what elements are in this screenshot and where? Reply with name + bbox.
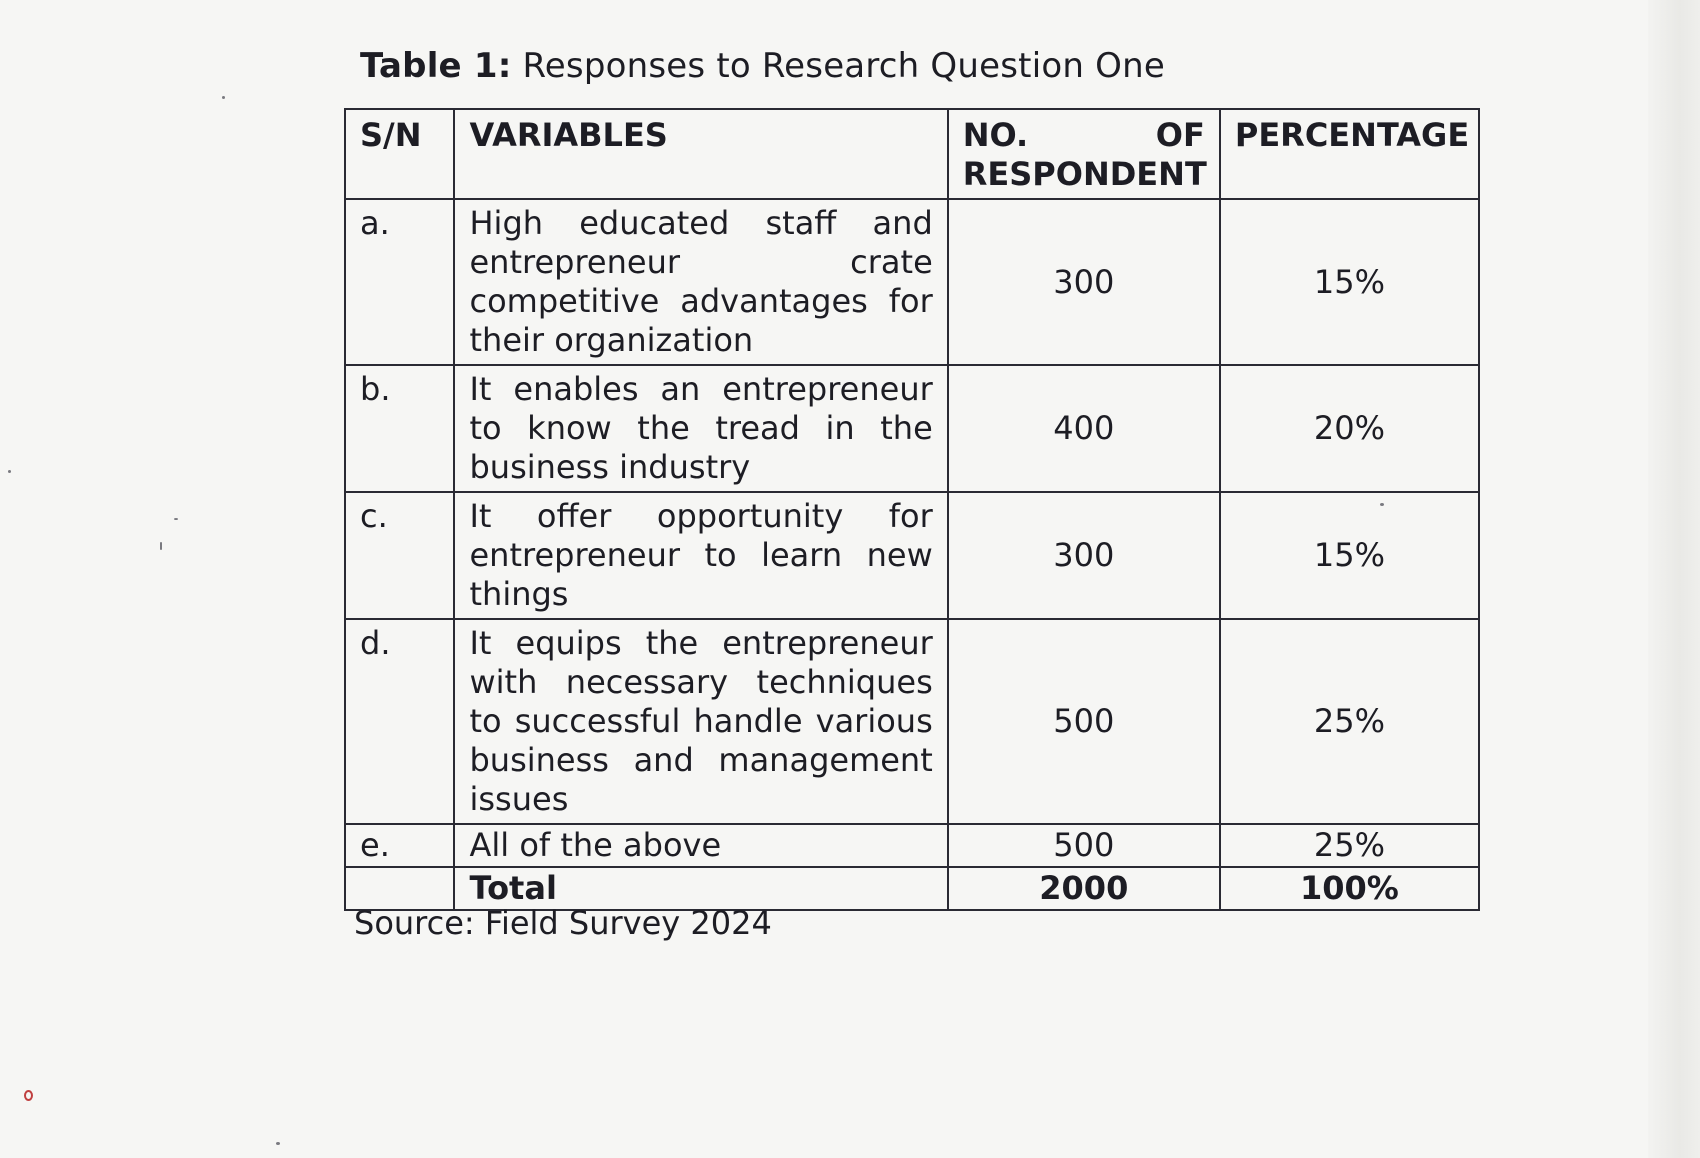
source-note: Source: Field Survey 2024: [354, 904, 772, 942]
row-sn: d.: [345, 619, 454, 824]
header-variables: VARIABLES: [454, 109, 947, 199]
scan-speck: [174, 518, 178, 520]
table-row: [345, 199, 1479, 365]
caption-label: Table 1:: [360, 46, 512, 86]
row-variable: It enables an entrepreneur to know the tread in the business industry: [454, 365, 947, 492]
row-variable: It offer opportunity for entrepreneur to learn new things: [454, 492, 947, 619]
total-label: Total: [454, 867, 947, 910]
row-sn: b.: [345, 365, 454, 492]
header-sn: S/N: [345, 109, 454, 199]
table-row: [345, 824, 1479, 867]
row-sn: e.: [345, 824, 454, 867]
row-percentage: 20%: [1220, 365, 1479, 492]
row-percentage: 15%: [1220, 199, 1479, 365]
responses-table: [344, 108, 1480, 911]
row-respondents: 500: [948, 824, 1220, 867]
row-respondents: 300: [948, 199, 1220, 365]
row-variable: It equips the entrepreneur with necessary techniques to successful handle various business and management issues: [454, 619, 947, 824]
header-respondents: NO. OF RESPONDENT: [948, 109, 1220, 199]
row-percentage: 25%: [1220, 824, 1479, 867]
table-row: [345, 365, 1479, 492]
scan-speck: [8, 470, 11, 473]
scan-speck: [222, 96, 225, 99]
table-caption: [360, 46, 1165, 86]
row-respondents: 300: [948, 492, 1220, 619]
row-sn: c.: [345, 492, 454, 619]
row-percentage: 25%: [1220, 619, 1479, 824]
total-percentage: 100%: [1220, 867, 1479, 910]
row-respondents: 500: [948, 619, 1220, 824]
scan-speck: [160, 542, 162, 550]
caption-text: Responses to Research Question One: [511, 46, 1165, 86]
row-sn: a.: [345, 199, 454, 365]
table-row: [345, 492, 1479, 619]
table-header-row: [345, 109, 1479, 199]
header-percentage: PERCENTAGE: [1220, 109, 1479, 199]
row-percentage: 15%: [1220, 492, 1479, 619]
row-variable: High educated staff and entrepreneur crate competitive advantages for their organization: [454, 199, 947, 365]
scan-speck: [1380, 503, 1384, 506]
page-edge-shadow: [1648, 0, 1700, 1158]
table-row: [345, 619, 1479, 824]
scan-speck: [24, 1090, 33, 1101]
scan-speck: [276, 1142, 280, 1145]
row-respondents: 400: [948, 365, 1220, 492]
total-respondents: 2000: [948, 867, 1220, 910]
row-variable: All of the above: [454, 824, 947, 867]
